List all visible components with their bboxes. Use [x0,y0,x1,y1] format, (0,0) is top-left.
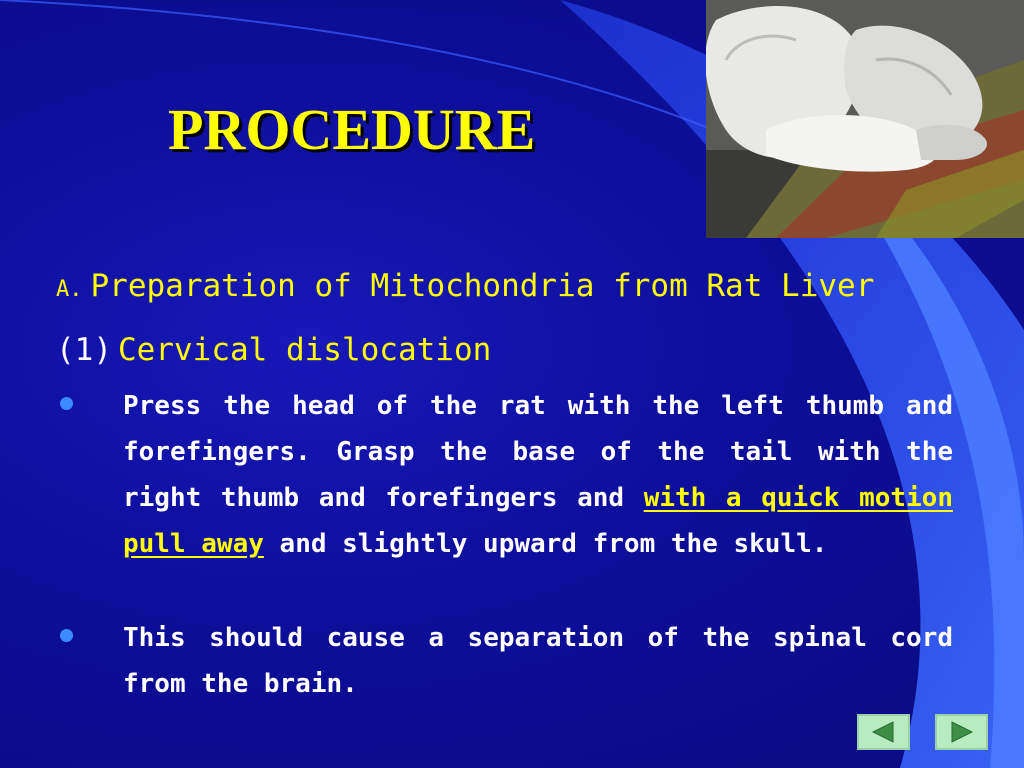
bullet-text: This should cause a separation of the spinal cord from the brain. [123,623,953,699]
bullet-text: Press the head of the rat with the left thumb and forefingers. Grasp the base of the tail with the right thumb and forefingers and with a quick motion pull away and slightly upward from the skull. [123,391,953,559]
step-heading-text: Cervical dislocation [118,332,492,368]
triangle-right-icon [937,716,986,748]
bullet-dot-icon [60,629,73,642]
section-heading-text: Preparation of Mitochondria from Rat Liver [90,268,875,304]
section-heading [56,268,874,304]
bullet-item [56,615,956,707]
highlighted-phrase: with a quick motion pull away [123,483,953,559]
bullet-item [56,383,956,613]
triangle-left-icon [859,716,908,748]
slide-title: PROCEDURE [168,97,536,162]
next-slide-button[interactable] [935,714,988,750]
gloved-hands-holding-rat-photo [706,0,1024,238]
previous-slide-button[interactable] [857,714,910,750]
step-number: (1) [56,332,112,368]
bullet-dot-icon [60,397,73,410]
section-marker: A. [56,277,83,302]
step-heading [56,332,491,368]
